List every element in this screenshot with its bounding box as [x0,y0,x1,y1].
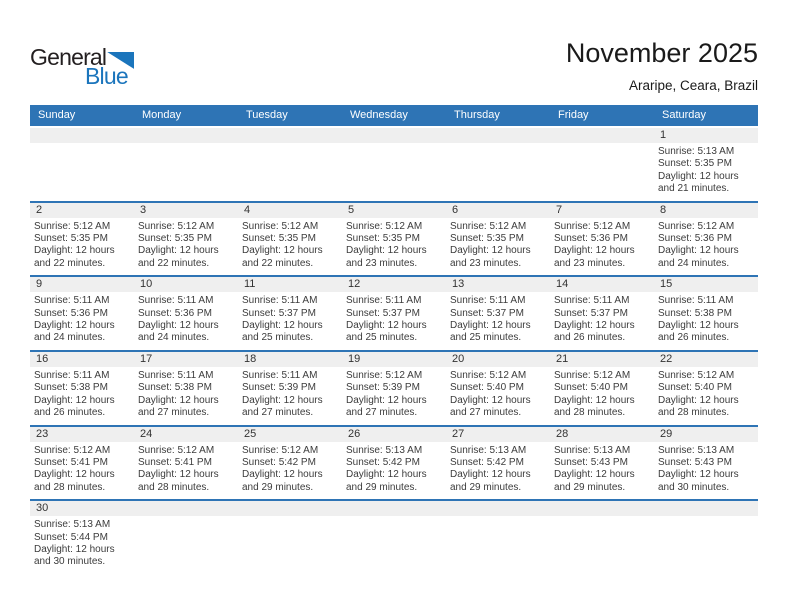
day-details [30,442,134,500]
day-detail-line: Sunset: 5:35 PM [346,233,420,245]
day-details [654,218,758,276]
day-detail-line: Sunset: 5:35 PM [450,233,524,245]
month-title: November 2025 [565,38,758,68]
day-detail-line: and 25 minutes. [346,332,418,344]
day-detail-line: Sunset: 5:38 PM [658,307,732,319]
day-detail-line: Daylight: 12 hours [138,320,219,332]
day-number-21: 21 [550,352,654,367]
day-number-empty [342,128,446,143]
day-detail-line: Sunrise: 5:13 AM [34,519,111,531]
day-number-11: 11 [238,277,342,292]
day-details [134,516,238,573]
day-detail-line: Daylight: 12 hours [658,394,739,406]
weekday-header-monday: Monday [142,109,182,121]
day-detail-line: Daylight: 12 hours [346,320,427,332]
day-detail-line: Daylight: 12 hours [34,394,115,406]
day-detail-line: and 27 minutes. [450,407,522,419]
day-detail-line: and 29 minutes. [554,481,626,493]
day-cell-19 [342,352,446,425]
day-detail-line: Sunset: 5:41 PM [138,456,212,468]
day-cell-empty [446,128,550,201]
day-detail-line: Sunrise: 5:12 AM [242,444,319,456]
day-detail-line: and 25 minutes. [242,332,314,344]
day-detail-line: Sunset: 5:39 PM [242,382,316,394]
day-number-empty [550,128,654,143]
day-details [238,218,342,276]
day-detail-line: Sunset: 5:38 PM [138,382,212,394]
weekday-header-thursday: Thursday [454,109,500,121]
day-detail-line: and 26 minutes. [34,407,106,419]
day-details [550,516,654,573]
day-detail-line: Daylight: 12 hours [34,469,115,481]
day-detail-line: Sunrise: 5:12 AM [450,369,527,381]
day-cell-empty [446,501,550,585]
day-cell-empty [134,128,238,201]
day-number-16: 16 [30,352,134,367]
day-detail-line: Sunset: 5:36 PM [138,307,212,319]
day-number-25: 25 [238,427,342,442]
day-detail-line: Sunrise: 5:13 AM [346,444,423,456]
day-detail-line: Sunrise: 5:11 AM [138,295,214,307]
day-details [342,367,446,425]
logo-text-general: General [30,44,107,70]
day-number-7: 7 [550,203,654,218]
day-number-22: 22 [654,352,758,367]
day-cell-25 [238,427,342,500]
day-number-18: 18 [238,352,342,367]
day-cell-7 [550,203,654,276]
day-number-17: 17 [134,352,238,367]
day-detail-line: and 28 minutes. [34,481,106,493]
day-number-12: 12 [342,277,446,292]
day-detail-line: Sunrise: 5:12 AM [34,220,111,232]
week-row-6 [30,501,758,585]
day-details [238,442,342,500]
day-cell-24 [134,427,238,500]
day-detail-line: Sunset: 5:35 PM [658,158,732,170]
day-detail-line: and 22 minutes. [34,257,106,269]
day-detail-line: and 21 minutes. [658,183,730,195]
day-detail-line: Daylight: 12 hours [554,245,635,257]
day-cell-17 [134,352,238,425]
week-row-2 [30,203,758,278]
day-number-10: 10 [134,277,238,292]
day-cell-empty [654,501,758,585]
day-cell-9 [30,277,134,350]
day-detail-line: Sunrise: 5:11 AM [242,369,318,381]
day-cell-15 [654,277,758,350]
weekday-header-wednesday: Wednesday [350,109,408,121]
day-cell-empty [30,128,134,201]
day-detail-line: and 27 minutes. [242,407,314,419]
day-detail-line: Sunset: 5:43 PM [658,456,732,468]
day-number-13: 13 [446,277,550,292]
day-details [238,143,342,200]
day-details [446,143,550,200]
day-number-empty [550,501,654,516]
day-detail-line: and 23 minutes. [450,257,522,269]
day-detail-line: Sunset: 5:35 PM [242,233,316,245]
day-cell-2 [30,203,134,276]
day-detail-line: Sunset: 5:37 PM [346,307,420,319]
day-detail-line: Sunrise: 5:11 AM [138,369,214,381]
day-detail-line: and 22 minutes. [242,257,314,269]
day-detail-line: and 28 minutes. [554,407,626,419]
day-detail-line: Daylight: 12 hours [34,245,115,257]
day-details [30,292,134,350]
day-number-2: 2 [30,203,134,218]
day-detail-line: Sunrise: 5:12 AM [554,220,631,232]
day-cell-empty [342,128,446,201]
logo-text-blue: Blue [85,63,128,89]
day-cell-22 [654,352,758,425]
day-number-26: 26 [342,427,446,442]
day-number-20: 20 [446,352,550,367]
day-detail-line: Sunrise: 5:11 AM [34,369,110,381]
day-detail-line: Sunrise: 5:11 AM [554,295,630,307]
day-details [134,292,238,350]
day-detail-line: Daylight: 12 hours [554,469,635,481]
day-details [30,143,134,200]
day-detail-line: Daylight: 12 hours [554,320,635,332]
day-detail-line: Sunset: 5:37 PM [242,307,316,319]
day-cell-16 [30,352,134,425]
day-number-5: 5 [342,203,446,218]
day-detail-line: Daylight: 12 hours [242,469,323,481]
day-number-empty [446,128,550,143]
calendar-grid [30,105,758,585]
day-cell-empty [238,128,342,201]
day-detail-line: Sunset: 5:42 PM [242,456,316,468]
day-cell-11 [238,277,342,350]
day-details [238,516,342,573]
day-cell-6 [446,203,550,276]
day-number-30: 30 [30,501,134,516]
day-detail-line: Daylight: 12 hours [34,543,115,555]
day-details [550,218,654,276]
day-details [654,516,758,573]
day-detail-line: Daylight: 12 hours [658,469,739,481]
week-row-3 [30,277,758,352]
day-detail-line: and 29 minutes. [242,481,314,493]
day-cell-1 [654,128,758,201]
day-details [342,442,446,500]
day-detail-line: Sunrise: 5:12 AM [138,444,215,456]
day-detail-line: Sunrise: 5:12 AM [346,220,423,232]
day-detail-line: Daylight: 12 hours [138,469,219,481]
week-row-1 [30,128,758,203]
weekday-header-saturday: Saturday [662,109,707,121]
day-detail-line: Sunrise: 5:11 AM [658,295,734,307]
day-detail-line: and 30 minutes. [34,556,106,568]
day-detail-line: Sunset: 5:43 PM [554,456,628,468]
day-details [446,367,550,425]
day-detail-line: Daylight: 12 hours [34,320,115,332]
day-details [446,516,550,573]
day-detail-line: Sunset: 5:36 PM [658,233,732,245]
day-detail-line: Sunrise: 5:13 AM [658,146,735,157]
day-number-empty [238,501,342,516]
day-detail-line: and 28 minutes. [658,407,730,419]
day-detail-line: and 26 minutes. [658,332,730,344]
day-detail-line: Sunrise: 5:12 AM [658,220,735,232]
day-detail-line: Sunrise: 5:11 AM [242,295,318,307]
day-cell-4 [238,203,342,276]
day-details [654,292,758,350]
day-detail-line: Sunrise: 5:12 AM [34,444,111,456]
day-details [446,218,550,276]
day-details [30,367,134,425]
week-row-5 [30,427,758,502]
day-cell-18 [238,352,342,425]
day-detail-line: Sunset: 5:44 PM [34,531,108,543]
day-number-23: 23 [30,427,134,442]
week-row-4 [30,352,758,427]
day-details [30,516,134,574]
day-detail-line: Daylight: 12 hours [242,394,323,406]
day-detail-line: and 24 minutes. [138,332,210,344]
day-details [550,442,654,500]
day-detail-line: Daylight: 12 hours [138,394,219,406]
location-subtitle: Araripe, Ceara, Brazil [628,78,758,93]
day-detail-line: Sunset: 5:36 PM [554,233,628,245]
day-details [342,516,446,573]
day-detail-line: and 22 minutes. [138,257,210,269]
day-cell-10 [134,277,238,350]
day-detail-line: Sunrise: 5:12 AM [346,369,423,381]
day-detail-line: Sunrise: 5:12 AM [242,220,319,232]
day-details [446,442,550,500]
day-detail-line: and 23 minutes. [346,257,418,269]
day-details [654,367,758,425]
day-cell-12 [342,277,446,350]
weekday-header-tuesday: Tuesday [246,109,288,121]
day-number-empty [654,501,758,516]
day-cell-14 [550,277,654,350]
general-blue-logo [30,44,180,90]
day-details [550,292,654,350]
day-detail-line: Daylight: 12 hours [450,394,531,406]
day-detail-line: Sunset: 5:37 PM [450,307,524,319]
day-detail-line: Daylight: 12 hours [242,245,323,257]
day-detail-line: Daylight: 12 hours [346,469,427,481]
day-cell-empty [238,501,342,585]
day-detail-line: Sunset: 5:41 PM [34,456,108,468]
day-detail-line: and 29 minutes. [450,481,522,493]
day-cell-8 [654,203,758,276]
day-cell-23 [30,427,134,500]
day-number-empty [342,501,446,516]
day-detail-line: Daylight: 12 hours [346,394,427,406]
day-details [654,143,758,201]
day-detail-line: and 29 minutes. [346,481,418,493]
day-details [238,367,342,425]
day-cell-26 [342,427,446,500]
day-details [550,367,654,425]
day-cell-empty [134,501,238,585]
day-cell-13 [446,277,550,350]
day-number-19: 19 [342,352,446,367]
day-details [134,367,238,425]
day-detail-line: Sunset: 5:37 PM [554,307,628,319]
day-cell-21 [550,352,654,425]
day-number-1: 1 [654,128,758,143]
day-number-empty [134,501,238,516]
day-detail-line: and 27 minutes. [138,407,210,419]
day-detail-line: Sunrise: 5:12 AM [138,220,215,232]
day-cell-3 [134,203,238,276]
day-detail-line: Sunrise: 5:11 AM [346,295,422,307]
day-detail-line: and 28 minutes. [138,481,210,493]
day-detail-line: and 24 minutes. [658,257,730,269]
day-number-9: 9 [30,277,134,292]
day-details [134,143,238,200]
day-detail-line: Sunset: 5:42 PM [346,456,420,468]
weeks-body [30,128,758,585]
day-detail-line: Sunset: 5:35 PM [34,233,108,245]
day-number-29: 29 [654,427,758,442]
day-number-empty [238,128,342,143]
day-details [550,143,654,200]
weekday-header-row [30,105,758,126]
day-number-27: 27 [446,427,550,442]
day-detail-line: Daylight: 12 hours [346,245,427,257]
day-number-15: 15 [654,277,758,292]
day-detail-line: and 30 minutes. [658,481,730,493]
day-detail-line: Sunrise: 5:12 AM [658,369,735,381]
day-detail-line: Sunset: 5:40 PM [658,382,732,394]
day-detail-line: Daylight: 12 hours [242,320,323,332]
day-cell-27 [446,427,550,500]
day-detail-line: Sunrise: 5:13 AM [554,444,631,456]
day-number-4: 4 [238,203,342,218]
day-detail-line: Sunset: 5:42 PM [450,456,524,468]
day-details [342,143,446,200]
day-number-24: 24 [134,427,238,442]
day-details [342,292,446,350]
day-detail-line: and 26 minutes. [554,332,626,344]
day-cell-20 [446,352,550,425]
day-detail-line: and 24 minutes. [34,332,106,344]
day-detail-line: Sunset: 5:40 PM [450,382,524,394]
day-number-6: 6 [446,203,550,218]
day-number-14: 14 [550,277,654,292]
day-cell-empty [550,128,654,201]
day-detail-line: Daylight: 12 hours [450,245,531,257]
day-detail-line: Daylight: 12 hours [450,320,531,332]
day-detail-line: Sunset: 5:36 PM [34,307,108,319]
day-detail-line: Sunrise: 5:13 AM [450,444,527,456]
day-detail-line: Sunrise: 5:12 AM [450,220,527,232]
day-detail-line: Sunset: 5:35 PM [138,233,212,245]
day-detail-line: Daylight: 12 hours [658,245,739,257]
day-details [30,218,134,276]
day-details [342,218,446,276]
day-detail-line: Daylight: 12 hours [138,245,219,257]
day-details [654,442,758,500]
day-detail-line: and 27 minutes. [346,407,418,419]
day-cell-5 [342,203,446,276]
day-number-empty [30,128,134,143]
day-number-empty [134,128,238,143]
day-detail-line: Sunrise: 5:12 AM [554,369,631,381]
day-detail-line: Daylight: 12 hours [450,469,531,481]
day-number-3: 3 [134,203,238,218]
day-cell-empty [342,501,446,585]
title-block [566,38,758,93]
day-number-empty [446,501,550,516]
weekday-header-friday: Friday [558,109,589,121]
day-details [134,218,238,276]
day-detail-line: Sunrise: 5:11 AM [450,295,526,307]
day-detail-line: Daylight: 12 hours [658,170,739,182]
day-details [134,442,238,500]
day-detail-line: Sunset: 5:40 PM [554,382,628,394]
day-cell-29 [654,427,758,500]
day-detail-line: and 23 minutes. [554,257,626,269]
day-detail-line: Daylight: 12 hours [658,320,739,332]
day-detail-line: Sunrise: 5:13 AM [658,444,735,456]
day-detail-line: Sunset: 5:39 PM [346,382,420,394]
day-cell-28 [550,427,654,500]
day-number-8: 8 [654,203,758,218]
day-detail-line: Sunset: 5:38 PM [34,382,108,394]
day-cell-empty [550,501,654,585]
weekday-header-sunday: Sunday [38,109,76,121]
day-detail-line: Daylight: 12 hours [554,394,635,406]
day-detail-line: and 25 minutes. [450,332,522,344]
day-detail-line: Sunrise: 5:11 AM [34,295,110,307]
day-cell-30 [30,501,134,585]
day-number-28: 28 [550,427,654,442]
day-details [238,292,342,350]
day-details [446,292,550,350]
